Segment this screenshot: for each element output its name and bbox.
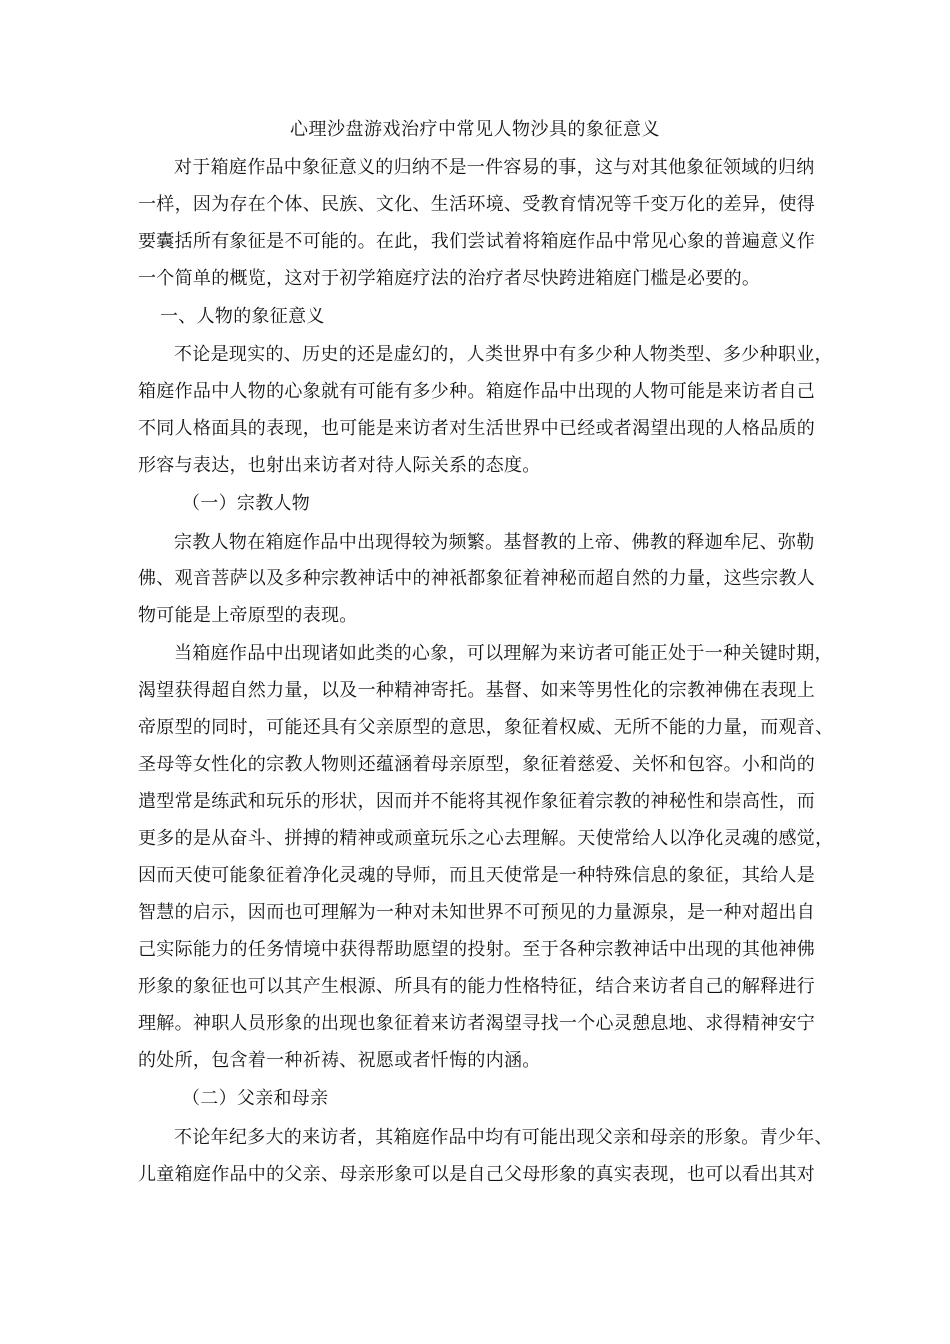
paragraph-line: 要囊括所有象征是不可能的。在此，我们尝试着将箱庭作品中常见心象的普遍意义作	[138, 231, 816, 252]
paragraph-line: 的处所，包含着一种祈祷、祝愿或者忏悔的内涵。	[138, 1050, 541, 1071]
paragraph-line: 当箱庭作品中出现诸如此类的心象，可以理解为来访者可能正处于一种关键时期，	[174, 643, 833, 664]
paragraph-line: 更多的是从奋斗、拼搏的精神或顽童玩乐之心去理解。天使常给人以净化灵魂的感觉，	[138, 828, 834, 849]
paragraph-line: 形象的象征也可以其产生根源、所具有的能力性格特征，结合来访者自己的解释进行	[138, 976, 816, 997]
paragraph-line: 一个简单的概览，这对于初学箱庭疗法的治疗者尽快跨进箱庭门槛是必要的。	[138, 268, 761, 289]
paragraph-line: 宗教人物在箱庭作品中出现得较为频繁。基督教的上帝、佛教的释迦牟尼、弥勒	[174, 532, 815, 553]
paragraph-line: 一样，因为存在个体、民族、文化、生活环境、受教育情况等千变万化的差异，使得	[138, 194, 816, 215]
paragraph-line: 帝原型的同时，可能还具有父亲原型的意思，象征着权威、无所不能的力量，而观音、	[138, 717, 834, 738]
paragraph-line: 形容与表达，也射出来访者对待人际关系的态度。	[138, 455, 541, 476]
paragraph-line: 不论年纪多大的来访者，其箱庭作品中均有可能出现父亲和母亲的形象。青少年、	[174, 1127, 833, 1148]
paragraph-line: 己实际能力的任务情境中获得帮助愿望的投射。至于各种宗教神话中出现的其他神佛	[138, 939, 816, 960]
paragraph-line: 因而天使可能象征着净化灵魂的导师，而且天使常是一种特殊信息的象征，其给人是	[138, 865, 816, 886]
subsection-heading: （一）宗教人物	[182, 493, 311, 514]
paragraph-line: 不同人格面具的表现，也可能是来访者对生活世界中已经或者渴望出现的人格品质的	[138, 418, 816, 439]
document-title: 心理沙盘游戏治疗中常见人物沙具的象征意义	[290, 119, 660, 140]
paragraph-line: 不论是现实的、历史的还是虚幻的，人类世界中有多少种人物类型、多少种职业，	[174, 344, 833, 365]
subsection-heading: （二）父亲和母亲	[182, 1088, 329, 1109]
paragraph-line: 理解。神职人员形象的出现也象征着来访者渴望寻找一个心灵憩息地、求得精神安宁	[138, 1013, 816, 1034]
paragraph-line: 对于箱庭作品中象征意义的归纳不是一件容易的事，这与对其他象征领域的归纳	[174, 157, 815, 178]
paragraph-line: 渴望获得超自然力量，以及一种精神寄托。基督、如来等男性化的宗教神佛在表现上	[138, 680, 816, 701]
paragraph-line: 箱庭作品中人物的心象就有可能有多少种。箱庭作品中出现的人物可能是来访者自己	[138, 381, 816, 402]
paragraph-line: 物可能是上帝原型的表现。	[138, 605, 358, 626]
paragraph-line: 圣母等女性化的宗教人物则还蕴涵着母亲原型，象征着慈爱、关怀和包容。小和尚的	[138, 754, 816, 775]
paragraph-line: 遣型常是练武和玩乐的形状，因而并不能将其视作象征着宗教的神秘性和崇高性，而	[138, 791, 816, 812]
paragraph-line: 佛、观音菩萨以及多种宗教神话中的神祇都象征着神秘而超自然的力量，这些宗教人	[138, 568, 816, 589]
section-heading: 一、人物的象征意义	[160, 306, 325, 327]
paragraph-line: 智慧的启示，因而也可理解为一种对未知世界不可预见的力量源泉，是一种对超出自	[138, 902, 816, 923]
paragraph-line: 儿童箱庭作品中的父亲、母亲形象可以是自己父母形象的真实表现，也可以看出其对	[138, 1164, 816, 1185]
